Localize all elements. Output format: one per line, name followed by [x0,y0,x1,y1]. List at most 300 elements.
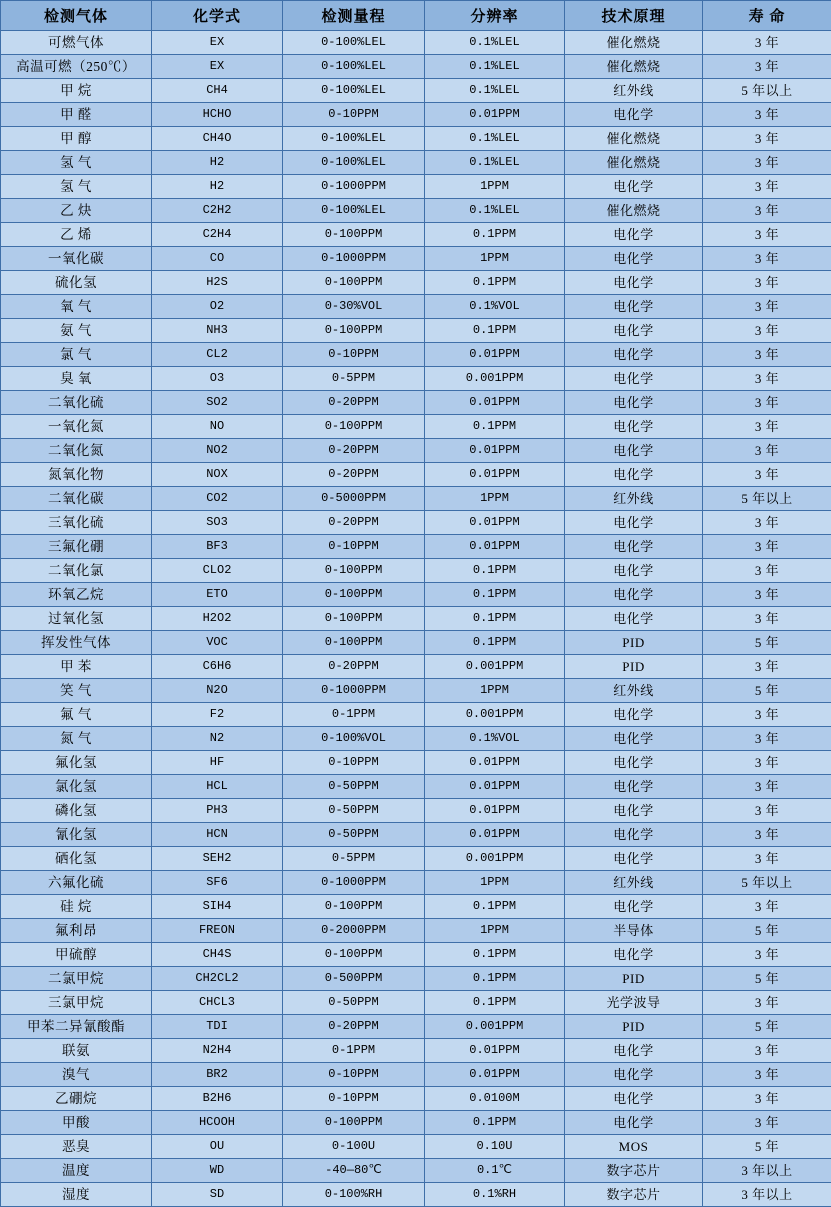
table-row [1,1087,831,1111]
cell-resolution: 1PPM [425,679,565,703]
table-row [1,511,831,535]
cell-resolution: 0.1%LEL [425,79,565,103]
cell-lifetime: 3 年 [703,199,831,223]
cell-gas: 甲苯二异氰酸酯 [1,1015,152,1039]
cell-formula: NOX [152,463,283,487]
cell-gas: 二氧化氯 [1,559,152,583]
cell-range: 0-10PPM [283,343,425,367]
cell-range: 0-100PPM [283,631,425,655]
cell-lifetime: 3 年 [703,1111,831,1135]
cell-lifetime: 3 年 [703,391,831,415]
cell-range: 0-100%LEL [283,199,425,223]
cell-gas: 甲 烷 [1,79,152,103]
table-row [1,79,831,103]
cell-lifetime: 3 年 [703,559,831,583]
cell-formula: NO [152,415,283,439]
cell-formula: SO3 [152,511,283,535]
table-body [1,31,831,1207]
table-row [1,247,831,271]
cell-lifetime: 5 年以上 [703,871,831,895]
cell-formula: H2 [152,175,283,199]
cell-technology: MOS [565,1135,703,1159]
table-row [1,31,831,55]
cell-gas: 二氧化硫 [1,391,152,415]
cell-formula: B2H6 [152,1087,283,1111]
column-header-gas: 检测气体 [1,1,152,31]
cell-resolution: 0.1PPM [425,583,565,607]
cell-lifetime: 3 年 [703,415,831,439]
cell-technology: 电化学 [565,823,703,847]
cell-resolution: 0.1PPM [425,559,565,583]
table-row [1,103,831,127]
cell-gas: 氮氧化物 [1,463,152,487]
cell-gas: 三氧化硫 [1,511,152,535]
cell-range: 0-1000PPM [283,679,425,703]
cell-resolution: 0.01PPM [425,439,565,463]
cell-resolution: 0.01PPM [425,799,565,823]
cell-range: 0-1000PPM [283,247,425,271]
cell-lifetime: 3 年 [703,127,831,151]
cell-technology: 电化学 [565,1087,703,1111]
cell-technology: 催化燃烧 [565,31,703,55]
cell-range: 0-100U [283,1135,425,1159]
cell-lifetime: 3 年 [703,367,831,391]
cell-formula: H2O2 [152,607,283,631]
cell-technology: 电化学 [565,271,703,295]
table-row [1,535,831,559]
cell-lifetime: 5 年以上 [703,79,831,103]
cell-formula: N2O [152,679,283,703]
cell-lifetime: 3 年 [703,295,831,319]
column-header-technology: 技术原理 [565,1,703,31]
cell-gas: 硫化氢 [1,271,152,295]
cell-lifetime: 3 年 [703,343,831,367]
cell-resolution: 0.1%LEL [425,151,565,175]
cell-formula: N2H4 [152,1039,283,1063]
cell-gas: 三氟化硼 [1,535,152,559]
cell-range: 0-5PPM [283,847,425,871]
cell-lifetime: 3 年 [703,31,831,55]
cell-range: 0-30%VOL [283,295,425,319]
cell-resolution: 0.001PPM [425,655,565,679]
cell-formula: C2H4 [152,223,283,247]
cell-lifetime: 5 年 [703,919,831,943]
cell-formula: CH4O [152,127,283,151]
cell-resolution: 0.1PPM [425,607,565,631]
cell-formula: FREON [152,919,283,943]
cell-technology: 数字芯片 [565,1159,703,1183]
table-row [1,1183,831,1207]
cell-resolution: 0.01PPM [425,103,565,127]
cell-lifetime: 3 年 [703,1087,831,1111]
cell-technology: 红外线 [565,487,703,511]
cell-range: 0-5PPM [283,367,425,391]
cell-technology: 催化燃烧 [565,199,703,223]
table-row [1,607,831,631]
cell-range: 0-20PPM [283,391,425,415]
cell-gas: 联氨 [1,1039,152,1063]
cell-formula: ETO [152,583,283,607]
cell-lifetime: 3 年 [703,1039,831,1063]
cell-gas: 臭 氧 [1,367,152,391]
cell-formula: CO [152,247,283,271]
cell-technology: 电化学 [565,319,703,343]
cell-range: 0-5000PPM [283,487,425,511]
cell-lifetime: 3 年 [703,895,831,919]
cell-formula: OU [152,1135,283,1159]
cell-gas: 笑 气 [1,679,152,703]
cell-range: 0-50PPM [283,991,425,1015]
cell-range: 0-100%LEL [283,127,425,151]
cell-gas: 硒化氢 [1,847,152,871]
cell-formula: HCL [152,775,283,799]
cell-lifetime: 3 年 [703,151,831,175]
cell-range: 0-100PPM [283,271,425,295]
cell-resolution: 0.1%VOL [425,295,565,319]
cell-technology: PID [565,1015,703,1039]
cell-range: 0-50PPM [283,823,425,847]
cell-range: 0-20PPM [283,439,425,463]
cell-technology: 电化学 [565,511,703,535]
cell-technology: 红外线 [565,871,703,895]
cell-resolution: 0.1%RH [425,1183,565,1207]
cell-technology: 半导体 [565,919,703,943]
cell-range: -40—80℃ [283,1159,425,1183]
cell-range: 0-1PPM [283,703,425,727]
cell-gas: 六氟化硫 [1,871,152,895]
table-row [1,967,831,991]
table-row [1,487,831,511]
cell-gas: 氨 气 [1,319,152,343]
cell-lifetime: 5 年 [703,679,831,703]
cell-formula: O2 [152,295,283,319]
cell-range: 0-50PPM [283,799,425,823]
cell-resolution: 0.001PPM [425,367,565,391]
cell-lifetime: 5 年 [703,1135,831,1159]
cell-formula: CH4S [152,943,283,967]
cell-lifetime: 3 年 [703,103,831,127]
cell-resolution: 0.1PPM [425,991,565,1015]
cell-range: 0-100%LEL [283,79,425,103]
table-row [1,127,831,151]
table-row [1,295,831,319]
cell-gas: 氯化氢 [1,775,152,799]
cell-formula: HCOOH [152,1111,283,1135]
cell-resolution: 0.1%LEL [425,55,565,79]
cell-lifetime: 3 年 [703,607,831,631]
cell-technology: 红外线 [565,79,703,103]
cell-technology: 光学波导 [565,991,703,1015]
column-header-resolution: 分辨率 [425,1,565,31]
cell-technology: 电化学 [565,223,703,247]
cell-formula: HCHO [152,103,283,127]
cell-lifetime: 3 年 [703,319,831,343]
cell-lifetime: 3 年 [703,535,831,559]
cell-technology: 电化学 [565,415,703,439]
table-row [1,175,831,199]
cell-technology: 电化学 [565,1039,703,1063]
cell-technology: 电化学 [565,799,703,823]
cell-gas: 乙 烯 [1,223,152,247]
cell-lifetime: 3 年 [703,655,831,679]
cell-formula: EX [152,55,283,79]
cell-lifetime: 3 年 [703,583,831,607]
cell-gas: 溴气 [1,1063,152,1087]
cell-lifetime: 5 年 [703,1015,831,1039]
table-row [1,991,831,1015]
table-row [1,631,831,655]
cell-formula: SIH4 [152,895,283,919]
cell-resolution: 0.1PPM [425,967,565,991]
cell-range: 0-1PPM [283,1039,425,1063]
cell-range: 0-20PPM [283,511,425,535]
table-row [1,871,831,895]
cell-formula: SEH2 [152,847,283,871]
table-row [1,223,831,247]
cell-formula: PH3 [152,799,283,823]
cell-technology: 电化学 [565,583,703,607]
cell-formula: CH2CL2 [152,967,283,991]
cell-gas: 甲 醇 [1,127,152,151]
cell-technology: 电化学 [565,751,703,775]
cell-lifetime: 5 年 [703,631,831,655]
cell-lifetime: 3 年 [703,439,831,463]
cell-formula: C6H6 [152,655,283,679]
cell-range: 0-50PPM [283,775,425,799]
cell-resolution: 0.001PPM [425,703,565,727]
cell-technology: 催化燃烧 [565,55,703,79]
cell-technology: 电化学 [565,535,703,559]
table-row [1,1111,831,1135]
cell-resolution: 0.1℃ [425,1159,565,1183]
cell-range: 0-500PPM [283,967,425,991]
table-row [1,727,831,751]
cell-formula: NH3 [152,319,283,343]
cell-resolution: 0.1%LEL [425,199,565,223]
cell-gas: 温度 [1,1159,152,1183]
cell-technology: 电化学 [565,1063,703,1087]
cell-lifetime: 3 年 [703,1063,831,1087]
cell-formula: SO2 [152,391,283,415]
cell-lifetime: 3 年 [703,463,831,487]
cell-resolution: 0.1PPM [425,271,565,295]
cell-lifetime: 3 年 [703,55,831,79]
cell-lifetime: 3 年以上 [703,1159,831,1183]
table-row [1,943,831,967]
cell-resolution: 0.01PPM [425,463,565,487]
table-row [1,55,831,79]
cell-resolution: 0.01PPM [425,1039,565,1063]
cell-gas: 氟 气 [1,703,152,727]
cell-gas: 氰化氢 [1,823,152,847]
table-row [1,703,831,727]
cell-formula: N2 [152,727,283,751]
table-row [1,199,831,223]
cell-gas: 硅 烷 [1,895,152,919]
table-row [1,751,831,775]
cell-technology: 电化学 [565,943,703,967]
cell-lifetime: 3 年 [703,775,831,799]
cell-technology: 电化学 [565,775,703,799]
table-row [1,271,831,295]
cell-technology: 电化学 [565,727,703,751]
cell-lifetime: 3 年 [703,799,831,823]
cell-resolution: 0.01PPM [425,823,565,847]
cell-gas: 氢 气 [1,151,152,175]
cell-resolution: 0.01PPM [425,775,565,799]
cell-gas: 一氧化碳 [1,247,152,271]
cell-range: 0-100PPM [283,319,425,343]
cell-technology: PID [565,631,703,655]
cell-gas: 乙 炔 [1,199,152,223]
cell-formula: HF [152,751,283,775]
cell-resolution: 0.1PPM [425,943,565,967]
cell-resolution: 0.1PPM [425,415,565,439]
cell-range: 0-100PPM [283,607,425,631]
cell-gas: 氮 气 [1,727,152,751]
cell-formula: HCN [152,823,283,847]
cell-gas: 高温可燃（250℃） [1,55,152,79]
cell-gas: 甲酸 [1,1111,152,1135]
table-header-row [1,1,831,31]
cell-range: 0-20PPM [283,463,425,487]
cell-technology: 电化学 [565,607,703,631]
cell-technology: 电化学 [565,175,703,199]
table-row [1,151,831,175]
column-header-lifetime: 寿 命 [703,1,831,31]
cell-lifetime: 3 年 [703,847,831,871]
cell-gas: 一氧化氮 [1,415,152,439]
cell-gas: 乙硼烷 [1,1087,152,1111]
cell-formula: F2 [152,703,283,727]
cell-gas: 氧 气 [1,295,152,319]
table-row [1,415,831,439]
table-row [1,847,831,871]
table-row [1,463,831,487]
cell-formula: TDI [152,1015,283,1039]
table-row [1,367,831,391]
cell-gas: 氢 气 [1,175,152,199]
cell-gas: 过氧化氢 [1,607,152,631]
cell-range: 0-100%RH [283,1183,425,1207]
cell-resolution: 0.1PPM [425,319,565,343]
cell-technology: 电化学 [565,439,703,463]
cell-range: 0-100PPM [283,415,425,439]
cell-gas: 三氯甲烷 [1,991,152,1015]
cell-resolution: 0.001PPM [425,847,565,871]
cell-resolution: 0.01PPM [425,535,565,559]
table-row [1,391,831,415]
cell-range: 0-10PPM [283,103,425,127]
cell-technology: 电化学 [565,343,703,367]
cell-resolution: 0.1PPM [425,631,565,655]
cell-lifetime: 5 年 [703,967,831,991]
table-row [1,343,831,367]
cell-gas: 湿度 [1,1183,152,1207]
cell-resolution: 0.001PPM [425,1015,565,1039]
cell-formula: H2 [152,151,283,175]
cell-technology: 电化学 [565,103,703,127]
table-row [1,655,831,679]
cell-resolution: 0.01PPM [425,391,565,415]
cell-formula: BF3 [152,535,283,559]
table-row [1,823,831,847]
cell-resolution: 0.1%LEL [425,31,565,55]
cell-formula: CL2 [152,343,283,367]
cell-technology: 催化燃烧 [565,151,703,175]
cell-resolution: 0.0100M [425,1087,565,1111]
cell-lifetime: 3 年 [703,823,831,847]
cell-range: 0-20PPM [283,655,425,679]
cell-range: 0-100%LEL [283,31,425,55]
cell-formula: VOC [152,631,283,655]
cell-range: 0-1000PPM [283,871,425,895]
table-header [1,1,831,31]
cell-gas: 挥发性气体 [1,631,152,655]
cell-resolution: 1PPM [425,175,565,199]
cell-lifetime: 3 年 [703,943,831,967]
cell-resolution: 0.01PPM [425,343,565,367]
cell-gas: 甲硫醇 [1,943,152,967]
cell-lifetime: 3 年 [703,175,831,199]
cell-lifetime: 3 年以上 [703,1183,831,1207]
cell-resolution: 1PPM [425,871,565,895]
table-row [1,439,831,463]
cell-resolution: 0.1PPM [425,1111,565,1135]
cell-resolution: 0.10U [425,1135,565,1159]
cell-range: 0-100PPM [283,583,425,607]
cell-lifetime: 5 年以上 [703,487,831,511]
column-header-range: 检测量程 [283,1,425,31]
table-row [1,799,831,823]
cell-range: 0-100PPM [283,1111,425,1135]
cell-range: 0-10PPM [283,535,425,559]
cell-formula: NO2 [152,439,283,463]
cell-range: 0-10PPM [283,751,425,775]
cell-gas: 环氧乙烷 [1,583,152,607]
cell-technology: 电化学 [565,1111,703,1135]
cell-technology: 电化学 [565,247,703,271]
cell-range: 0-100PPM [283,223,425,247]
cell-formula: CLO2 [152,559,283,583]
cell-formula: CHCL3 [152,991,283,1015]
cell-technology: 电化学 [565,847,703,871]
cell-formula: EX [152,31,283,55]
cell-technology: 电化学 [565,367,703,391]
cell-technology: 红外线 [565,679,703,703]
table-row [1,583,831,607]
cell-range: 0-10PPM [283,1087,425,1111]
cell-range: 0-100%VOL [283,727,425,751]
cell-lifetime: 3 年 [703,703,831,727]
cell-resolution: 1PPM [425,487,565,511]
cell-gas: 二氧化碳 [1,487,152,511]
cell-range: 0-100%LEL [283,151,425,175]
cell-gas: 磷化氢 [1,799,152,823]
cell-technology: 电化学 [565,391,703,415]
cell-resolution: 0.01PPM [425,751,565,775]
cell-resolution: 0.1%LEL [425,127,565,151]
cell-technology: PID [565,655,703,679]
cell-range: 0-1000PPM [283,175,425,199]
table-row [1,679,831,703]
cell-lifetime: 3 年 [703,991,831,1015]
cell-lifetime: 3 年 [703,247,831,271]
cell-technology: 数字芯片 [565,1183,703,1207]
table-row [1,319,831,343]
cell-resolution: 0.01PPM [425,511,565,535]
cell-gas: 甲 苯 [1,655,152,679]
